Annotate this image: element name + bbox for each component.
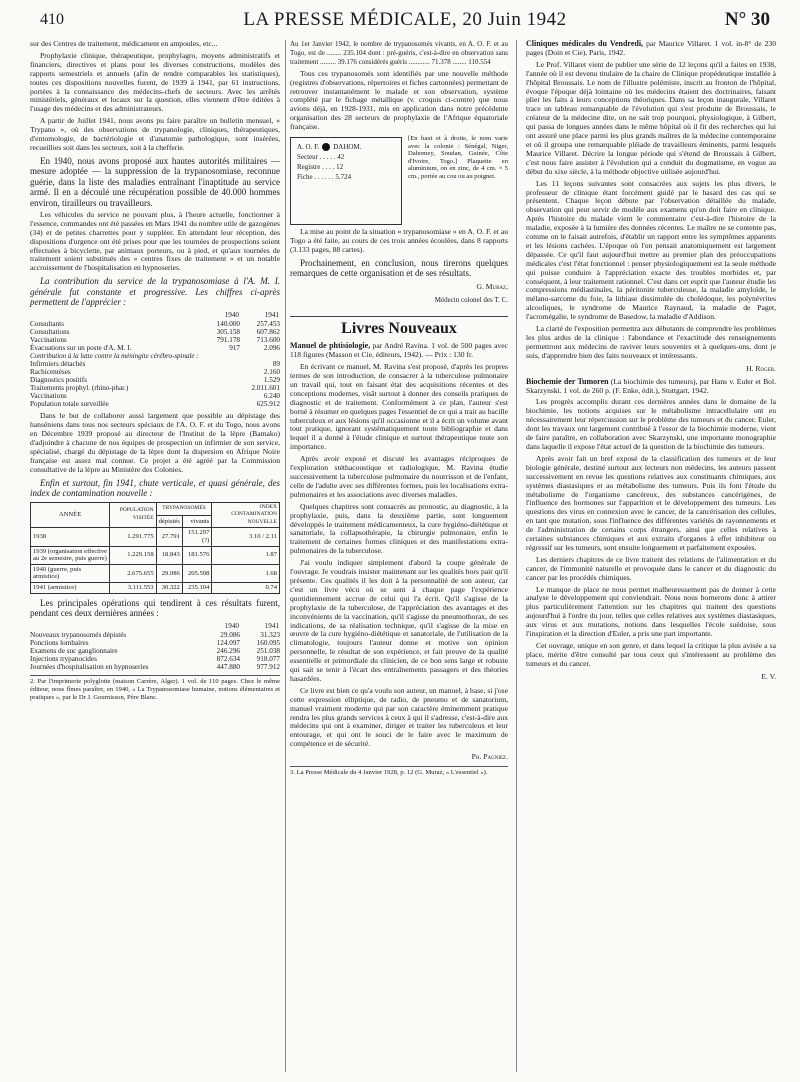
cell: 1.229.158	[110, 546, 156, 564]
year-header: 1940	[224, 622, 239, 631]
review-title: Biochemie der Tumoren	[526, 376, 609, 386]
cell-1941: 6.240	[263, 392, 280, 401]
cell: 3.10 / 2.11	[212, 528, 280, 546]
table-row	[30, 320, 280, 328]
plate-value: 5.724	[335, 173, 352, 182]
cell-1940: 246.296	[216, 647, 240, 656]
table-row	[30, 376, 280, 384]
stats-table-ami	[30, 310, 280, 408]
plate-hole-icon	[322, 143, 330, 151]
column-right	[526, 40, 776, 686]
table-row	[30, 647, 280, 655]
cell: 181.576	[182, 546, 212, 564]
column-middle	[290, 40, 508, 777]
table-caption: Contribution à la lutte contre la méningite cérébro-spinale :	[30, 352, 199, 361]
column-header: TRYPANOSOMÉS	[156, 502, 212, 515]
plate-region-label: DAHOM.	[333, 143, 362, 152]
table-row	[30, 360, 280, 368]
row-label: Consultants	[30, 320, 64, 329]
column-divider	[285, 40, 286, 1072]
cell: 1941 (armistice)	[31, 582, 110, 593]
cell-1940: 872.634	[216, 655, 240, 664]
cell-1941: 160.095	[256, 639, 280, 648]
cell: 18.843	[156, 546, 182, 564]
paragraph: sur des Centres de traitement, médicament en ampoules, etc...	[30, 39, 218, 48]
stats-table-operations	[30, 621, 280, 671]
footnote: 3. La Presse Médicale du 4 Janvier 1928, p. 12 (G. Muraz, « L'essentiel »).	[290, 766, 508, 777]
row-label: Diagnostics positifs	[30, 376, 87, 385]
plate-field: Registre . . . .	[297, 163, 335, 172]
table-row	[30, 663, 280, 671]
row-label: Vaccinations	[30, 392, 67, 401]
table-row	[30, 368, 280, 376]
paragraph: Le manque de place ne nous permet malheureusement pas de donner à cette analyse le développement qui conviendrait. Nous nous bornerons donc à attirer plus particulièrement l'attention sur les chapitres qui traitent des questions aujourd'hui à l'ordre du jour, telles que celles relatives aux systèmes diastasiques, aux virus et aux mutations, notions dans lesquelles l'école suédoise, sous l'inspiration et la direction d'Euler, a pris une part importante.	[526, 584, 776, 639]
paragraph: Après avoir fait un bref exposé de la classification des tumeurs et de leur biologie générale, destiné surtout aux lecteurs non médecins, les auteurs passent successivement en revue les questions relatives aux constituants chimiques, aux systèmes diastasiques et au métabolisme des tumeurs. Puis ils font l'étude du métabolisme de l'organisme cancéreux, des substances cancérigènes, de l'influence des hormones sur l'apparition et le développement des tumeurs. Les questions des virus en connexion avec le cancer, de la cancérisation des cellules, en tant que mutation, sous l'influence des différentes variétés de rayonnements et de l'administration de certains corps étrangers, ainsi que celles relatives à certaines substances chimiques et aux extraits d'organes à effet inhibiteur ou régressif sur les tumeurs, sont ensuite longuement et parfaitement exposées.	[526, 453, 776, 552]
issue-number: N° 30	[724, 9, 770, 30]
table-row	[31, 528, 280, 546]
page-header	[40, 8, 770, 34]
cell: 151.297 (?)	[182, 528, 212, 546]
cell: 3.111.553	[110, 582, 156, 593]
table-row	[30, 384, 280, 392]
table-row	[30, 328, 280, 336]
paragraph: Tous ces trypanosomés sont identifiés par une nouvelle méthode (registres d'observations, répertoires et fiches cartonnées) permettant de retrouver instantanément le malade et son observation, système complété par le fichage métallique (v. croquis ci-contre) que nous avions déjà, en 1928-1931, mis en application dans notre précédente organisation des 28 secteurs de prophylaxie de l'Afrique équatoriale française.	[290, 68, 508, 132]
review-title: Manuel de phtisiologie,	[290, 341, 371, 351]
paragraph: La clarté de l'exposition permettra aux débutants de comprendre les problèmes les plus ardus de la clinique : l'abondance et l'exactitude des renseignements permettront aux médecins de raviver leurs souvenirs et à quelques-uns, dont je suis, d'apprendre bien des faits nouveaux et intéressants.	[526, 324, 776, 360]
row-label: Ponctions lombaires	[30, 639, 89, 648]
cell-1941: 31.323	[260, 631, 280, 640]
table-row	[30, 655, 280, 663]
paragraph-highlight: En 1940, nous avons proposé aux hautes autorités militaires — mesure adoptée — la suppression de la trypanosomiase, reconnue guérie, dans la liste des maladies entraînant l'inaptitude au service armé. Il en a découlé une récupération possible de 40.000 hommes environ, tirailleurs ou travailleurs.	[30, 155, 280, 208]
year-header: 1941	[264, 622, 279, 631]
table-row	[30, 392, 280, 400]
cell-1940: 791.178	[216, 336, 240, 345]
cell: 27.791	[156, 528, 182, 546]
table-row	[31, 582, 280, 593]
column-left	[30, 40, 280, 702]
section-heading: Livres Nouveaux	[290, 316, 508, 334]
cell-1941: 2.160	[263, 368, 280, 377]
cell-1941: 607.862	[256, 328, 280, 337]
plate-colony-label: A. O. F.	[297, 143, 320, 152]
book-review	[290, 342, 508, 762]
paragraph: Après avoir exposé et discuté les avantages réciproques de l'exploration stéthacoustique et radiologique, M. Ravina étudie successivement la tuberculose pulmonaire du nourrisson et de l'enfant, celle de l'adulte avec ses différentes formes, puis les localisations extra-pulmonaires et les associations avec diverses maladies.	[290, 454, 508, 499]
paragraph: J'ai voulu indiquer simplement d'abord la coupe générale de l'ouvrage. Je voudrais insister maintenant sur les qualités hors pair qu'il présente. Ces qualités il les doit à la personnalité de son auteur, car c'est un livre vécu où se sent à chaque page l'expérience quotidiennement accrue de celui qui l'a écrit. Qu'il s'agisse de la prophylaxie de la tuberculose, de l'appréciation des avantages et des inconvénients de la vaccination, qu'il s'agisse du pneumothorax, de ses indications, de sa réalisation technique, qu'il s'agisse de la mise en œuvre de la cure hygiéno-diététique et sanatoriale, de l'utilisation de la climatologie, toujours l'auteur donne et motive son opinion personnelle, le résultat de son expérience, et fait preuve de la qualité essentielle et primordiale du clinicien, de ce bon sens large et robuste qui sait se tenir à l'écart des entraînements passagers et des théories hasardées.	[290, 558, 508, 683]
cell-1940: 447.880	[216, 663, 240, 672]
page-number: 410	[40, 11, 64, 28]
cell-1941: 89	[272, 360, 280, 369]
cell: 0.74	[212, 582, 280, 593]
cell: 1939 (organisation effective au 2e semestre, puis guerre)	[31, 546, 110, 564]
paragraph: Les véhicules du service ne pouvant plus, à l'heure actuelle, fonctionner à l'essence, commandes ont été passées en Mars 1941 du nombre utile de gazogènes (34) et de petites charrettes pour y suppléer. En attendant leur réception, des dispositions d'urgence ont été prises pour que les tournées de prospections soient effectuées à bicyclette, par animaux porteurs, ou à pied, et qu'aux tournées de traitement soient substitués des « centres fixes de traitement » et un notable accroissement de l'hospitalisation en hypnoseries.	[30, 209, 280, 273]
paragraph: Au 1er Janvier 1942, le nombre de trypanosomés vivants, en A. O. F. et au Togo, est de ........ 235.104 dont : pré-guéris, c'est-à-dire en observation sans traitement ......... 39.176 considérés guéris ............ 71.378 ........ 110.554	[290, 40, 508, 66]
paragraph: A partir de Juillet 1941, nous avons pu faire paraître un bulletin mensuel, « Trypano », où des observations de trypanologie, cliniques, thérapeutiques, d'entomologie, de bactériologie et d'anatomie pathologique, sont insérées, recueillies soit dans les secteurs, soit à la chefferie.	[30, 116, 280, 152]
table-row	[31, 546, 280, 564]
row-label: Injections trypanocides	[30, 655, 97, 664]
row-label: Examens de suc ganglionnaire	[30, 647, 118, 656]
cell: 205.508	[182, 564, 212, 582]
row-label: Traitements prophyl. (rhino-phar.)	[30, 384, 129, 393]
cell: 2.675.655	[110, 564, 156, 582]
cell: 1.68	[212, 564, 280, 582]
cell-1941: 2.096	[263, 344, 280, 353]
column-header: ANNÉE	[31, 502, 110, 528]
paragraph-highlight: La contribution du service de la trypanosomiase à l'A. M. I. générale fut constante et progressive. Les chiffres ci-après permettent de l'apprécier :	[30, 276, 280, 308]
column-header: POPULATION VISITÉE	[110, 502, 156, 528]
review-title: Cliniques médicales du Vendredi,	[526, 39, 644, 48]
cell-1940: 29.086	[220, 631, 240, 640]
table-row	[30, 344, 280, 352]
review-meta: par André Ravina. 1 vol. de 500 pages avec 118 figures (Masson et Cie, éditeurs, 1942). — Prix : 130 fr.	[290, 341, 508, 360]
row-label: Rachicentèses	[30, 368, 71, 377]
reviewer-signature: Ph. Pagniez.	[471, 752, 508, 762]
author-signature: G. Muraz,	[476, 281, 508, 291]
year-header: 1940	[224, 311, 239, 320]
cell-1940: 917	[229, 344, 240, 353]
cell: 1940 (guerre, puis armistice)	[31, 564, 110, 582]
cell: 30.322	[156, 582, 182, 593]
table-row	[30, 639, 280, 647]
column-header: dépistés	[156, 515, 182, 528]
cell-1941: 2.011.601	[251, 384, 280, 393]
row-label: Infirmiers détachés	[30, 360, 86, 369]
review-meta: (La biochimie des tumeurs), par Hans v. Euler et Bol. Skarzynski. 1 vol. de 260 p. (F. Enke, édit.), Stuttgart, 1942.	[526, 376, 776, 395]
column-divider	[516, 40, 517, 1072]
paragraph: Quelques chapitres sont consacrés au pronostic, au diagnostic, à la prophylaxie, puis, dans la deuxième partie, sont longuement développés le traitement médicamenteux, la cure hygiéno-diététique et sanatoriale, la collapsothérapie, la chirurgie pulmonaire, enfin le traitement de certaines formes cliniques et des manifestations extra-pulmonaires de la tuberculose.	[290, 501, 508, 556]
identification-plate-figure	[290, 137, 402, 225]
reviewer-signature: H. Roger.	[746, 363, 776, 373]
review-meta: par Maurice Villaret. 1 vol. in-8° de 230 pages (Doin et Cie), Paris, 1942.	[526, 39, 776, 57]
row-label: Journées d'hospitalisation en hypnoseries	[30, 663, 149, 672]
column-header: INDEX CONTAMINATION NOUVELLE	[212, 502, 280, 528]
row-label: Nouveaux trypanosomés dépistés	[30, 631, 127, 640]
table-row	[31, 564, 280, 582]
cell-1941: 977.912	[256, 663, 280, 672]
book-review	[526, 40, 776, 374]
paragraph: Prophylaxie clinique, thérapeutique, prophylagro, moyens administratifs et financiers, directives et plans pour les diverses constructions, modèles des rapports semestriels et annuels (afin de rendre comparables les statistiques), toutes ces dispositions nouvelles furent, de 1939 à 1941, par 61 instructions, portées à la connaissance des médecins-chefs de secteurs. Avec les arrêtés ministériels, généraux et locaux sur la question, elles viennent d'être éditées à l'usage des médecins et des administrateurs.	[30, 50, 280, 114]
cell: 235.104	[182, 582, 212, 593]
row-label: Consultations	[30, 328, 70, 337]
year-header: 1941	[264, 311, 279, 320]
paragraph: La mise au point de la situation « trypanosomiase » en A. O. F. et au Togo a été faite, au cours de ces trois années écoulées, dans 8 rapports (3.133 pages, 88 cartes).	[290, 227, 508, 254]
cell: 1.87	[212, 546, 280, 564]
figure-caption: [En haut et à droite, le nom varie avec la colonie : Sénégal, Niger, Dahomey, Soudan, Guinée, Côte d'Ivoire, Togo.] Plaquette en aluminium, on en zinc, de 4 cm. × 5 cm., portée au cou ou au poignet.	[408, 135, 508, 181]
paragraph-highlight: Enfin et surtout, fin 1941, chute verticale, et quasi générale, des index de contamination nouvelle :	[30, 477, 280, 499]
journal-title: LA PRESSE MÉDICALE, 20 Juin 1942	[243, 9, 567, 30]
paragraph: Le Prof. Villaret vient de publier une série de 12 leçons qu'il a faites en 1938, l'année où il est devenu titulaire de la chaire de Clinique propédeutique installée à l'hôpital Broussais. Le nom de l'illustre polémiste, inscrit au fronton de l'hôpital, évoque l'époque déjà lointaine où les médecins étaient des doctrinaires, faisant plier les faits à leurs conceptions théoriques. Dans sa leçon inaugurale, Villaret trace un tableau remarquable de l'évolution qui s'est produite de Broussais, le créateur de la médecine dite, on ne sait trop pourquoi, physiologique, à Gilbert, qui passa de longues années dans le même hôpital où il fit des recherches qui lui ont assuré une place parmi les plus grands maîtres de la médecine contemporaine et où il groupa une remarquable pléiade de travailleurs éminents, parmi lesquels Maurice Villaret. Décrire la longue période qui s'étend de Broussais à Gilbert, c'est nous faire assister à l'évolution qui a conduit du dogmatisme, en vogue au début du xixe siècle, à la méthode objective utilisée aujourd'hui.	[526, 59, 776, 176]
cell-1941: 918.077	[256, 655, 280, 664]
plate-field: Fiche . . . . . .	[297, 173, 334, 182]
row-label: Population totale surveillée	[30, 400, 109, 409]
row-label: Vaccinations	[30, 336, 67, 345]
cell-1940: 124.097	[216, 639, 240, 648]
cell-1941: 713.600	[256, 336, 280, 345]
footnote: 2. Par l'imprimerie polyglotte (maison Carrère, Alger). 1 vol. de 110 pages. Chez le même éditeur, nous fîmes paraître, en 1940, « La Trypanosomiase humaine, notions élémentaires et pratiques », par le Dr J. Gournisson, Père Blanc.	[30, 675, 280, 701]
cell: 1.291.775	[110, 528, 156, 546]
paragraph: En écrivant ce manuel, M. Ravina s'est proposé, d'après les propres termes de son introduction, de consacrer à la tuberculose pulmonaire un travail qui, tout en faisant état des acquisitions récentes et des conceptions modernes, visât surtout à donner des conseils pratiques de diagnostic et de traitement. Conformément à ce plan, l'auteur s'est borné à résumer en quelques pages l'essentiel de ce qui a trait au bacille tuberculeux et aux lésions qu'il occasionne et il a écrit un volume avant tout pratique, ignorant systématiquement toute bibliographie et dans lequel il a donné à l'étude clinique et surtout thérapeutique toute son importance.	[290, 362, 508, 452]
cell-1940: 140.000	[216, 320, 240, 329]
plate-value: 42	[337, 153, 345, 162]
table-row	[30, 400, 280, 408]
paragraph: Dans le but de collaborer aussi largement que possible au dépistage des hanséniens dans tous nos secteurs spéciaux de l'A. O. F. et du Togo, nous avons en Décembre 1939 proposé au directeur de l'Institut de la lèpre (Bamako) d'adjoindre à chacune de nos équipes de prospection un infirmier de son service, spécialisé, chargé du dépistage de la lèpre dont la dispersion en Afrique Noire française est assez mal connue. Ce projet a été agréé par la Commission consultative de la lèpre au Ministère des Colonies.	[30, 411, 280, 474]
cell: 1938	[31, 528, 110, 546]
cell-1941: 1.529	[263, 376, 280, 385]
reviewer-signature: E. V.	[761, 671, 776, 681]
cell-1941: 625.912	[256, 400, 280, 409]
contamination-index-table	[30, 502, 280, 594]
plate-value: 12	[336, 163, 344, 172]
paragraph: Les 11 leçons suivantes sont consacrées aux sujets les plus divers, le professeur de clinique étant forcément guidé par le hasard des cas qui se présentent. Chaque leçon débute par l'observation détaillée du malade, observation qui peut servir de modèle aux examens qu'on doit faire en clinique. Après l'histoire du malade vient le commentaire c'est-à-dire l'histoire de la maladie, exposée à la lumière des données récentes. Le maître ne se contente pas, comme on le faisait autrefois, d'établir un rapport entre les symptômes apparents et les lésions cachées. L'époque où l'on pensait anatomiquement est largement dépassée. Ce qu'il faut aujourd'hui mettre au premier plan des préoccupations médicales c'est l'état fonctionnel : penser physiologiquement est la seule méthode qui puisse conduire à l'appréciation exacte des troubles morbides et, par conséquent, à leur traitement rationnel. C'est dans cet esprit que l'auteur étudie les compressions médiastinales, la péritonite tuberculeuse, la maladie amyloïde, le mélano-sarcome du foie, la lithiase dissimulée du cholédoque, les polynévrites alcooliques, le syndrome de Maurice Raynaud, la maladie de Paget, l'acromégalie, le syndrome de Basedow, la maladie d'Addison.	[526, 178, 776, 322]
paragraph: Les derniers chapitres de ce livre traitent des relations de l'alimentation et du cancer, de l'immunité naturelle et provoquée dans le cancer et du diagnostic du cancer par les procédés chimiques.	[526, 554, 776, 582]
cell: 29.086	[156, 564, 182, 582]
cell-1941: 251.038	[256, 647, 280, 656]
paragraph-highlight: Prochainement, en conclusion, nous tirerons quelques remarques de cette organisation et de ses résultats.	[290, 257, 508, 279]
cell-1941: 257.453	[256, 320, 280, 329]
table-row	[30, 631, 280, 639]
book-review	[526, 378, 776, 682]
row-label: Évacuations sur un poste d'A. M. I.	[30, 344, 132, 353]
column-header: vivants	[182, 515, 212, 528]
author-title: Médecin colonel des T. C.	[434, 295, 508, 304]
paragraph: Les progrès accomplis durant ces dernières années dans le domaine de la biochimie, les notions acquises sur le métabolisme intracellulaire ont eu nécessairement leur répercussion sur le problème des tumeurs et du cancer. Euler, dont les travaux ont largement contribué à l'essor de la biochimie moderne, vient de faire paraître, en collaboration avec Skarzynski, une importante monographie dans laquelle il expose l'état actuel de la question de la biochimie des tumeurs.	[526, 397, 776, 451]
paragraph: Ce livre est bien ce qu'a voulu son auteur, un manuel, à base, si j'ose cette expression elliptique, de radio, de pneumo et de sanatorium, manuel vraiment moderne qui par son caractère éminemment pratique rendra les plus grands services à ceux à qui il s'adresse, c'est-à-dire aux médecins qui ont à examiner, diriger et traiter les tuberculeux et leur entourage, et qui ont le souci de le faire avec le maximum de compétence et de sécurité.	[290, 685, 508, 749]
cell-1940: 305.158	[216, 328, 240, 337]
paragraph-highlight: Les principales opérations qui tendirent à ces résultats furent, pendant ces deux dernières années :	[30, 597, 280, 618]
plate-field: Secteur . . . . .	[297, 153, 336, 162]
paragraph: Cet ouvrage, unique en son genre, et dans lequel la critique la plus avisée a sa place, mérite d'être consulté par tous ceux qui s'intéressent au problème des tumeurs et du cancer.	[526, 641, 776, 668]
